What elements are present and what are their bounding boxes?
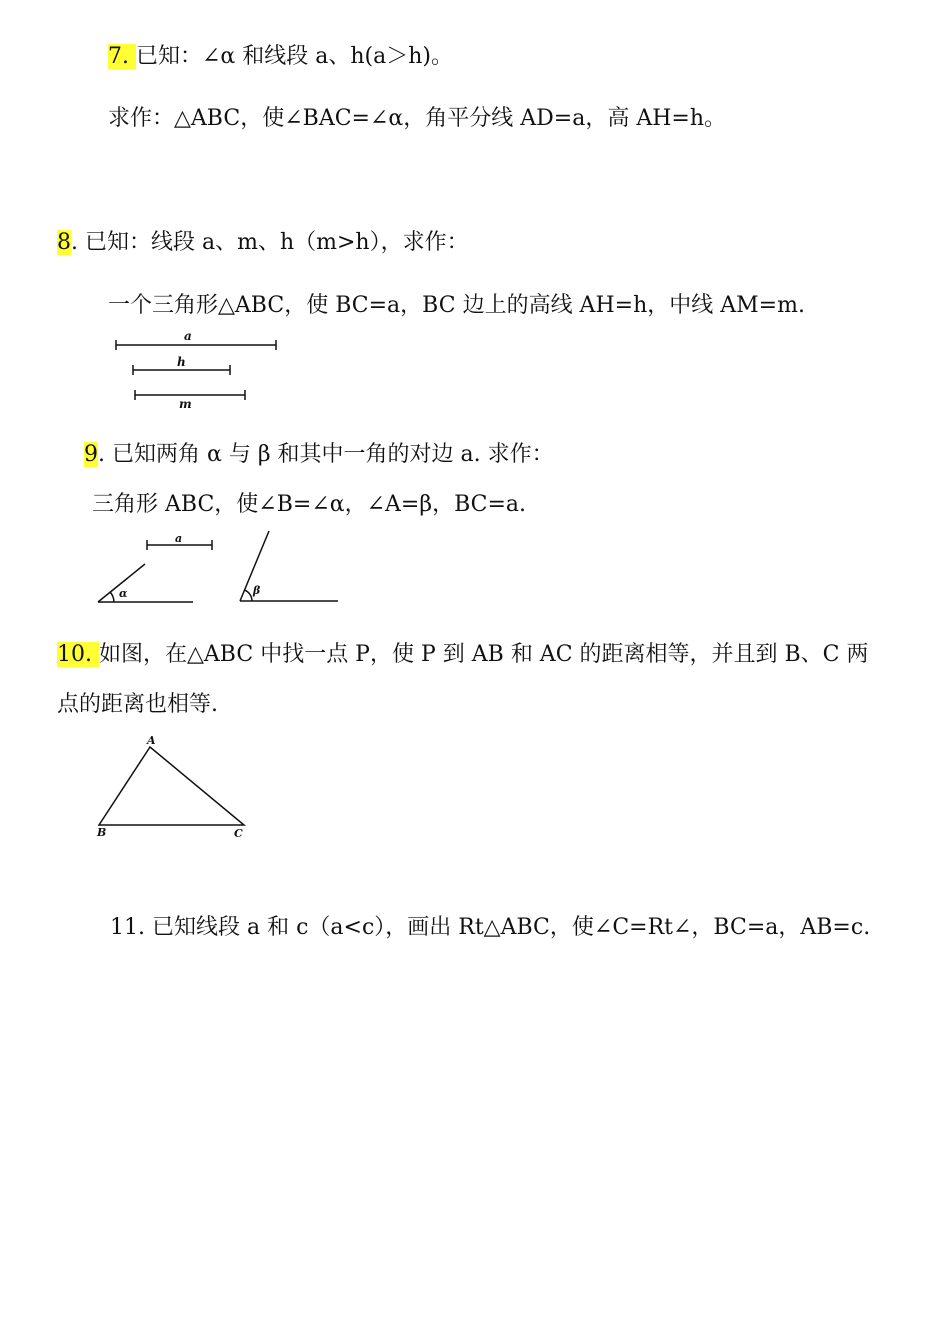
label-h: h: [177, 355, 186, 369]
problem-7-given: 已知：∠α 和线段 a、h(a＞h)。: [135, 44, 453, 69]
problem-8-given: . 已知：线段 a、m、h（m>h），求作：: [71, 230, 469, 255]
problem-7-number: 7.: [108, 44, 136, 69]
label-C: C: [234, 827, 243, 840]
label-a-9: a: [175, 532, 183, 545]
label-a: a: [184, 329, 192, 343]
problem-8-number: 8: [57, 230, 71, 255]
problem-10-line-2: 点的距离也相等.: [57, 692, 218, 717]
problem-10-number: 10.: [57, 642, 99, 667]
label-B: B: [97, 826, 107, 839]
problem-9-line-2: 三角形 ABC，使∠B=∠α，∠A=β，BC=a.: [92, 492, 527, 517]
problem-9-given: . 已知两角 α 与 β 和其中一角的对边 a. 求作：: [98, 442, 554, 467]
triangle-abc: [99, 747, 244, 825]
problem-8-line-2: 一个三角形△ABC，使 BC=a，BC 边上的高线 AH=h，中线 AM=m.: [108, 293, 805, 318]
label-beta: β: [253, 584, 261, 597]
problem-9-number: 9: [84, 442, 98, 467]
label-alpha: α: [119, 587, 128, 600]
label-A: A: [147, 734, 156, 747]
label-m: m: [179, 397, 192, 411]
problem-11-text: 11. 已知线段 a 和 c（a<c），画出 Rt△ABC，使∠C=Rt∠，BC=a，AB=c.: [110, 915, 871, 940]
problem-10-text: 如图，在△ABC 中找一点 P，使 P 到 AB 和 AC 的距离相等，并且到 B、C 两: [98, 642, 869, 667]
problem-7-line-2: 求作：△ABC，使∠BAC=∠α，角平分线 AD=a，高 AH=h。: [108, 106, 726, 131]
